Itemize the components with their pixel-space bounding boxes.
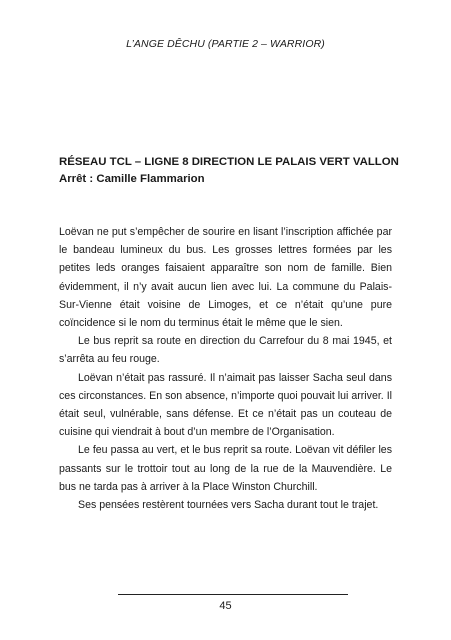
- section-subtitle: Arrêt : Camille Flammarion: [59, 173, 205, 185]
- section-title: RÉSEAU TCL – LIGNE 8 DIRECTION LE PALAIS VERT VALLON: [59, 156, 399, 168]
- body-text: [59, 223, 392, 514]
- footer-divider: [118, 594, 348, 595]
- paragraph: Loëvan n’était pas rassuré. Il n’aimait pas laisser Sacha seul dans ces circonstances. En son absence, n’importe quoi pouvait lui arriver. Il était seul, vulnérable, sans défense. Et ce n’était pas un couteau de cuisine qui viendrait à bout d’un membre de l’Organisation.: [59, 371, 392, 439]
- paragraph: Ses pensées restèrent tournées vers Sacha durant tout le trajet.: [78, 499, 379, 512]
- paragraph: Le feu passa au vert, et le bus reprit sa route. Loëvan vit défiler les passants sur le trottoir tout au long de la rue de la Mauvendière. Le bus ne tarda pas à arriver à la Place Winston Churchill.: [59, 444, 392, 493]
- section-heading: [59, 154, 399, 188]
- paragraph: Loëvan ne put s’empêcher de sourire en lisant l’inscription affichée par le bandeau lumineux du bus. Les grosses lettres formées par les petites leds oranges faisaient apparaître son nom de famille. Bien évidemment, il n’y avait aucun lien avec lui. La commune du Palais-Sur-Vienne était voisine de Limoges, et ce n’était qu’une pure coïncidence si le nom du terminus était le même que le sien.: [59, 226, 392, 330]
- page-number: 45: [219, 600, 232, 612]
- paragraph: Le bus reprit sa route en direction du Carrefour du 8 mai 1945, et s’arrêta au feu rouge.: [59, 335, 392, 366]
- running-header: L’ANGE DÊCHU (PARTIE 2 – WARRIOR): [126, 38, 325, 50]
